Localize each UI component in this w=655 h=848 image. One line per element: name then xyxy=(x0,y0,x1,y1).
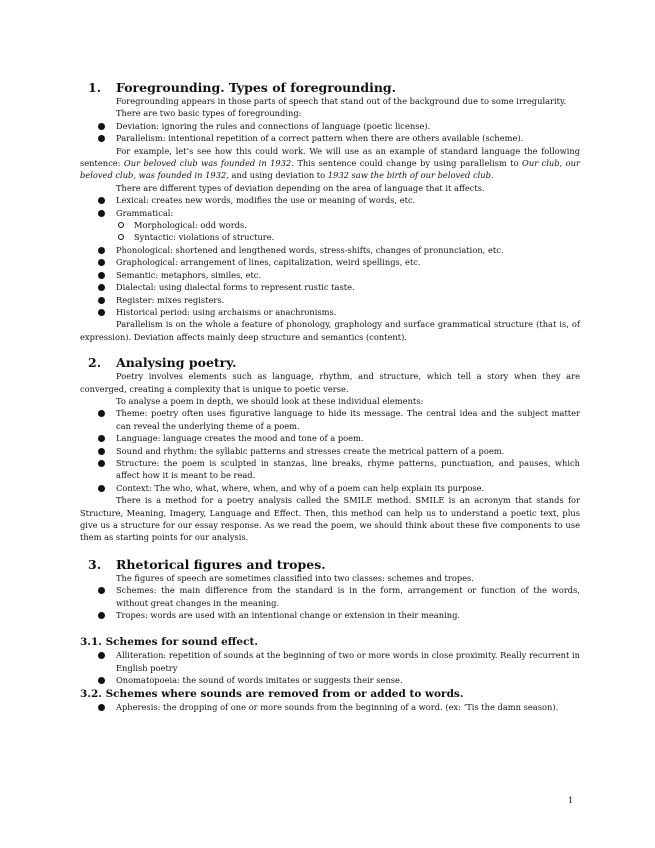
bullet-item: Schemes: the main difference from the standard is in the form, arrangement or function of the words, without great changes in the meaning. xyxy=(80,584,580,609)
bullet-icon xyxy=(98,460,105,467)
bullet-item: Sound and rhythm: the syllabic patterns and stresses create the metrical pattern of a poem. xyxy=(80,445,580,457)
bullet-item: Context: The who, what, where, when, and why of a poem can help explain its purpose. xyxy=(80,482,580,494)
bullet-icon xyxy=(98,448,105,455)
section-heading-3 xyxy=(80,557,580,572)
bullet-icon xyxy=(98,135,105,142)
bullet-item: Parallelism: intentional repetition of a correct pattern when there are others available (scheme). xyxy=(80,132,580,144)
section-1-types-intro: There are two basic types of foregrounding: xyxy=(116,108,302,119)
section-1-closing: Parallelism is on the whole a feature of phonology, graphology and surface grammatical structure (that is, of expression). Deviation affects mainly deep structure and semantics (content). xyxy=(80,319,580,342)
bullet-icon xyxy=(98,410,105,417)
bullet-icon xyxy=(98,704,105,711)
subsection-heading-3-1: 3.1. Schemes for sound effect. xyxy=(80,636,258,649)
page-content xyxy=(80,80,580,713)
sub-bullet-item: Morphological: odd words. xyxy=(80,219,580,231)
bullet-icon xyxy=(98,284,105,291)
bullet-item: Graphological: arrangement of lines, capitalization, weird spellings, etc. xyxy=(80,256,580,268)
bullet-icon xyxy=(98,247,105,254)
bullet-item: Tropes: words are used with an intentional change or extension in their meaning. xyxy=(80,609,580,621)
subsection-heading-3-2: 3.2. Schemes where sounds are removed from or added to words. xyxy=(80,687,464,700)
bullet-icon xyxy=(98,435,105,442)
bullet-item: Structure: the poem is sculpted in stanzas, line breaks, rhyme patterns, punctuation, and pauses, which affect how it is meant to be read. xyxy=(80,457,580,482)
section-1-example: For example, let’s see how this could work. We will use as an example of standard language the following sentence: Our beloved club was founded in 1932. This sentence could change by using parallelism to Our club, our beloved club, was founded in 1932, and using deviation to 1932 saw the birth of our beloved club. xyxy=(80,145,580,181)
section-title-1: Foregrounding. Types of foregrounding. xyxy=(116,80,397,95)
spacer xyxy=(80,343,580,355)
bullet-icon xyxy=(98,612,105,619)
section-heading-1 xyxy=(80,80,580,95)
bullet-icon xyxy=(98,197,105,204)
section-3-intro: The figures of speech are sometimes classified into two classes: schemes and tropes. xyxy=(116,572,474,583)
bullet-icon xyxy=(98,272,105,279)
bullet-icon xyxy=(98,210,105,217)
section-heading-2 xyxy=(80,355,580,370)
bullet-icon xyxy=(98,123,105,130)
section-title-3: Rhetorical figures and tropes. xyxy=(116,556,326,572)
bullet-item: Apheresis: the dropping of one or more sounds from the beginning of a word. (ex: ‘Tis the damn season). xyxy=(80,701,580,713)
section-2-intro: Poetry involves elements such as language, rhythm, and structure, which tell a story when they are converged, creating a complexity that is unique to poetic verse. xyxy=(80,371,580,394)
bullet-icon xyxy=(98,485,105,492)
bullet-item: Lexical: creates new words, modifies the use or meaning of words, etc. xyxy=(80,194,580,206)
spacer xyxy=(80,544,580,557)
bullet-item: Deviation: ignoring the rules and connections of language (poetic license). xyxy=(80,120,580,132)
spacer xyxy=(80,621,580,635)
bullet-item: Language: language creates the mood and tone of a poem. xyxy=(80,432,580,444)
section-2-closing: There is a method for a poetry analysis called the SMILE method. SMILE is an acronym that stands for Structure, Meaning, Imagery, Language and Effect. Then, this method can help us to understand a poetic text, plus give us a structure for our essay response. As we read the poem, we should think about these five components to use them as starting points for our analysis. xyxy=(80,495,580,543)
bullet-item: Theme: poetry often uses figurative language to hide its message. The central idea and the subject matter can reveal the underlying theme of a poem. xyxy=(80,407,580,432)
section-1-intro: Foregrounding appears in those parts of speech that stand out of the background due to some irregularity. xyxy=(116,96,567,106)
section-number-3: 3. xyxy=(88,556,102,572)
bullet-item: Onomatopoeia: the sound of words imitates or suggests their sense. xyxy=(80,674,580,686)
bullet-item: Dialectal: using dialectal forms to represent rustic taste. xyxy=(80,281,580,293)
page-number: 1 xyxy=(568,796,574,805)
circle-bullet-icon xyxy=(118,222,124,228)
bullet-icon xyxy=(98,677,105,684)
bullet-icon xyxy=(98,309,105,316)
bullet-icon xyxy=(98,297,105,304)
bullet-icon xyxy=(98,259,105,266)
bullet-icon xyxy=(98,652,105,659)
section-number-1: 1. xyxy=(88,80,102,95)
section-1-deviation-intro: There are different types of deviation depending on the area of language that it affects. xyxy=(116,182,485,193)
bullet-item: Semantic: metaphors, similes, etc. xyxy=(80,269,580,281)
section-title-2: Analysing poetry. xyxy=(116,355,237,371)
section-2-elements-intro: To analyse a poem in depth, we should look at these individual elements: xyxy=(116,395,424,406)
circle-bullet-icon xyxy=(118,234,124,240)
bullet-item: Register: mixes registers. xyxy=(80,294,580,306)
bullet-item: Alliteration: repetition of sounds at the beginning of two or more words in close proximity. Really recurrent in English poetry xyxy=(80,649,580,674)
bullet-item: Phonological: shortened and lengthened words, stress-shifts, changes of pronunciation, etc. xyxy=(80,244,580,256)
section-number-2: 2. xyxy=(88,355,102,371)
bullet-item: Grammatical: xyxy=(80,207,580,219)
bullet-item: Historical period: using archaisms or anachronisms. xyxy=(80,306,580,318)
sub-bullet-item: Syntactic: violations of structure. xyxy=(80,231,580,243)
bullet-icon xyxy=(98,587,105,594)
